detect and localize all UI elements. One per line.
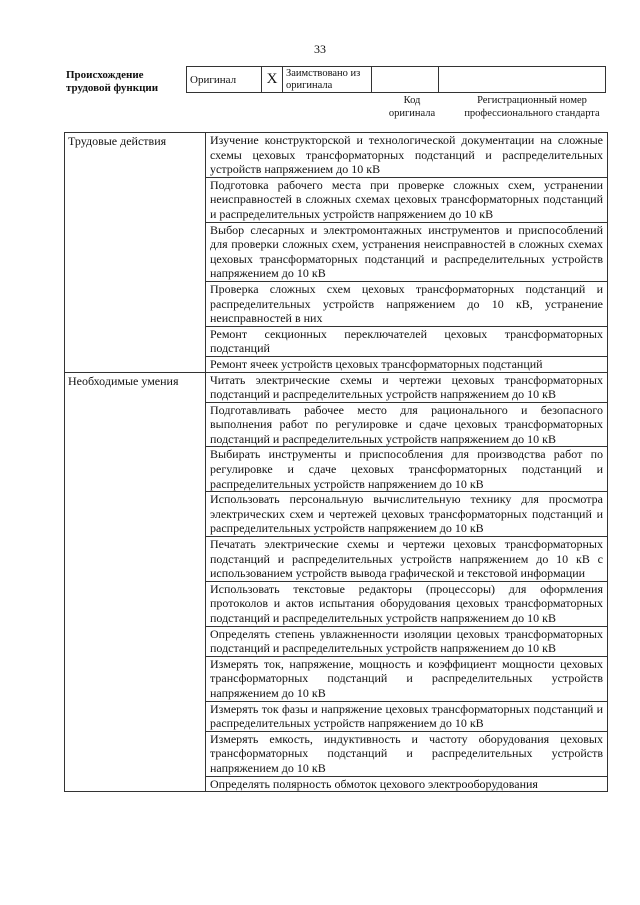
reg-number-caption: Регистрационный номер профессионального стандарта <box>464 95 600 119</box>
section-item: Выбирать инструменты и приспособления для производства работ по регулировке и сдаче цеховых трансформаторных подстанций и распределительных устройств напряжением до 10 кВ <box>206 447 608 492</box>
section-item: Подготовка рабочего места при проверке сложных схем, устранении неисправностей в сложных схемах цеховых трансформаторных подстанций и распределительных устройств напряжением до 10 кВ <box>206 177 608 222</box>
section-item: Проверка сложных схем цеховых трансформаторных подстанций и распределительных устройств напряжением до 10 кВ, устранение неисправностей в них <box>206 281 608 326</box>
labor-function-table <box>64 132 608 792</box>
origin-label-text: Происхождение трудовой функции <box>66 69 159 94</box>
section-item: Использовать персональную вычислительную технику для просмотра электрических схем и чертежей цеховых трансформаторных подстанций и распределительных устройств напряжением до 10 кВ <box>206 492 608 537</box>
table-row <box>65 372 608 402</box>
origin-label <box>66 69 176 95</box>
section-category: Необходимые умения <box>65 372 206 792</box>
section-item: Измерять ток фазы и напряжение цеховых трансформаторных подстанций и распределительных устройств напряжением до 10 кВ <box>206 701 608 731</box>
reg-number-cell <box>439 67 606 93</box>
code-cell <box>372 67 439 93</box>
original-label: Оригинал <box>187 67 262 93</box>
section-item: Выбор слесарных и электромонтажных инструментов и приспособлений для проверки сложных схем, устранения неисправностей в сложных схемах цеховых трансформаторных подстанций и распределительных устройств напряжением до 10 кВ <box>206 222 608 281</box>
section-item: Определять степень увлажненности изоляции цеховых трансформаторных подстанций и распределительных устройств напряжением до 10 кВ <box>206 626 608 656</box>
borrowed-label: Заимствовано из оригинала <box>283 67 372 93</box>
section-item: Измерять емкость, индуктивность и частоту оборудования цеховых трансформаторных подстанций и распределительных устройств напряжением до 10 кВ <box>206 731 608 776</box>
section-item: Подготавливать рабочее место для рационального и безопасного выполнения работ по регулировке и сдаче цеховых трансформаторных подстанций и распределительных устройств напряжением до 10 кВ <box>206 402 608 447</box>
origin-table <box>186 66 606 93</box>
section-item: Изучение конструкторской и технологической документации на сложные схемы цеховых трансформаторных подстанций и распределительных устройств напряжением до 10 кВ <box>206 133 608 178</box>
page-number: 33 <box>314 42 326 56</box>
section-item: Определять полярность обмоток цехового электрооборудования <box>206 776 608 792</box>
section-item: Использовать текстовые редакторы (процессоры) для оформления протоколов и актов испытания оборудования цеховых трансформаторных подстанций и распределительных устройств напряжением до 10 кВ <box>206 581 608 626</box>
table-row <box>65 133 608 178</box>
code-caption: Код оригинала <box>388 95 436 119</box>
section-item: Ремонт ячеек устройств цеховых трансформаторных подстанций <box>206 356 608 372</box>
section-item: Ремонт секционных переключателей цеховых трансформаторных подстанций <box>206 326 608 356</box>
section-item: Печатать электрические схемы и чертежи цеховых трансформаторных подстанций и распределительных устройств напряжением до 10 кВ с использованием устройств вывода графической и текстовой информации <box>206 537 608 582</box>
section-item: Читать электрические схемы и чертежи цеховых трансформаторных подстанций и распределительных устройств напряжением до 10 кВ <box>206 372 608 402</box>
section-category: Трудовые действия <box>65 133 206 373</box>
original-mark: X <box>262 67 283 93</box>
section-item: Измерять ток, напряжение, мощность и коэффициент мощности цеховых трансформаторных подстанций и распределительных устройств напряжением до 10 кВ <box>206 656 608 701</box>
